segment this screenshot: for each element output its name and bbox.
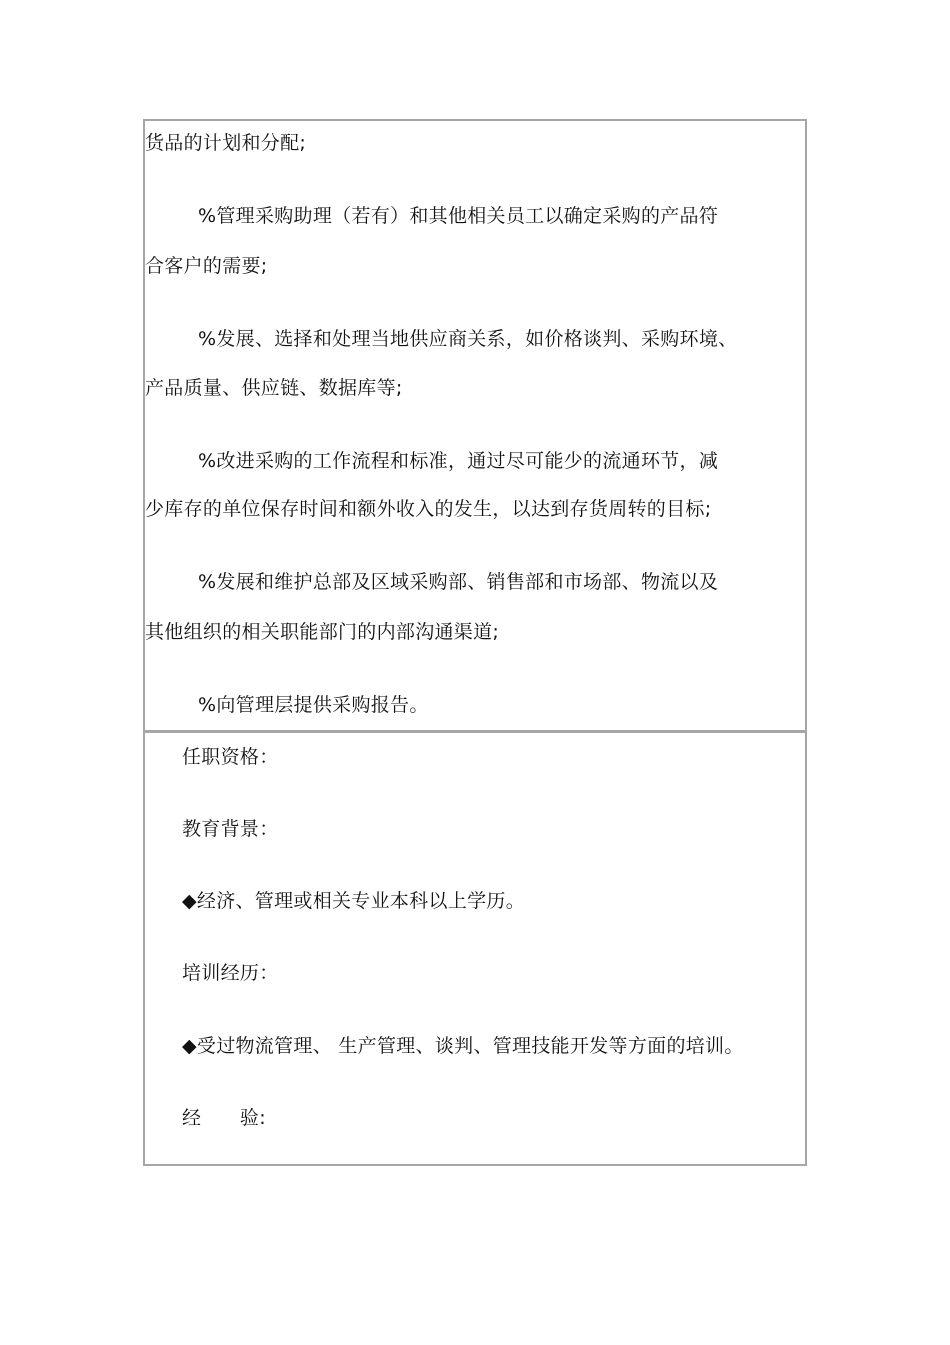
qualifications-heading: 任职资格： [182,746,279,768]
training-item: ◆受过物流管理、 生产管理、谈判、管理技能开发等方面的培训。 [182,1035,744,1057]
duty-line-3: 合客户的需要; [145,255,268,277]
duty-line-2: %管理采购助理（若有）和其他相关员工以确定采购的产品符 [198,205,719,227]
duty-line-10: %向管理层提供采购报告。 [198,694,429,716]
education-label: 教育背景： [182,818,279,840]
duty-line-1: 货品的计划和分配; [145,132,307,154]
table-row-divider [145,730,805,733]
duty-line-7: 少库存的单位保存时间和额外收入的发生，以达到存货周转的目标; [145,498,712,520]
education-item: ◆经济、管理或相关专业本科以上学历。 [182,890,526,912]
duty-line-8: %发展和维护总部及区域采购部、销售部和市场部、物流以及 [198,571,719,593]
duty-line-5: 产品质量、供应链、数据库等; [145,377,403,399]
duty-line-6: %改进采购的工作流程和标准，通过尽可能少的流通环节，减 [198,450,719,472]
duty-line-9: 其他组织的相关职能部门的内部沟通渠道; [145,621,500,643]
training-label: 培训经历： [182,962,279,984]
experience-label: 经 验: [182,1107,266,1129]
duty-line-4: %发展、选择和处理当地供应商关系，如价格谈判、采购环境、 [198,328,738,350]
